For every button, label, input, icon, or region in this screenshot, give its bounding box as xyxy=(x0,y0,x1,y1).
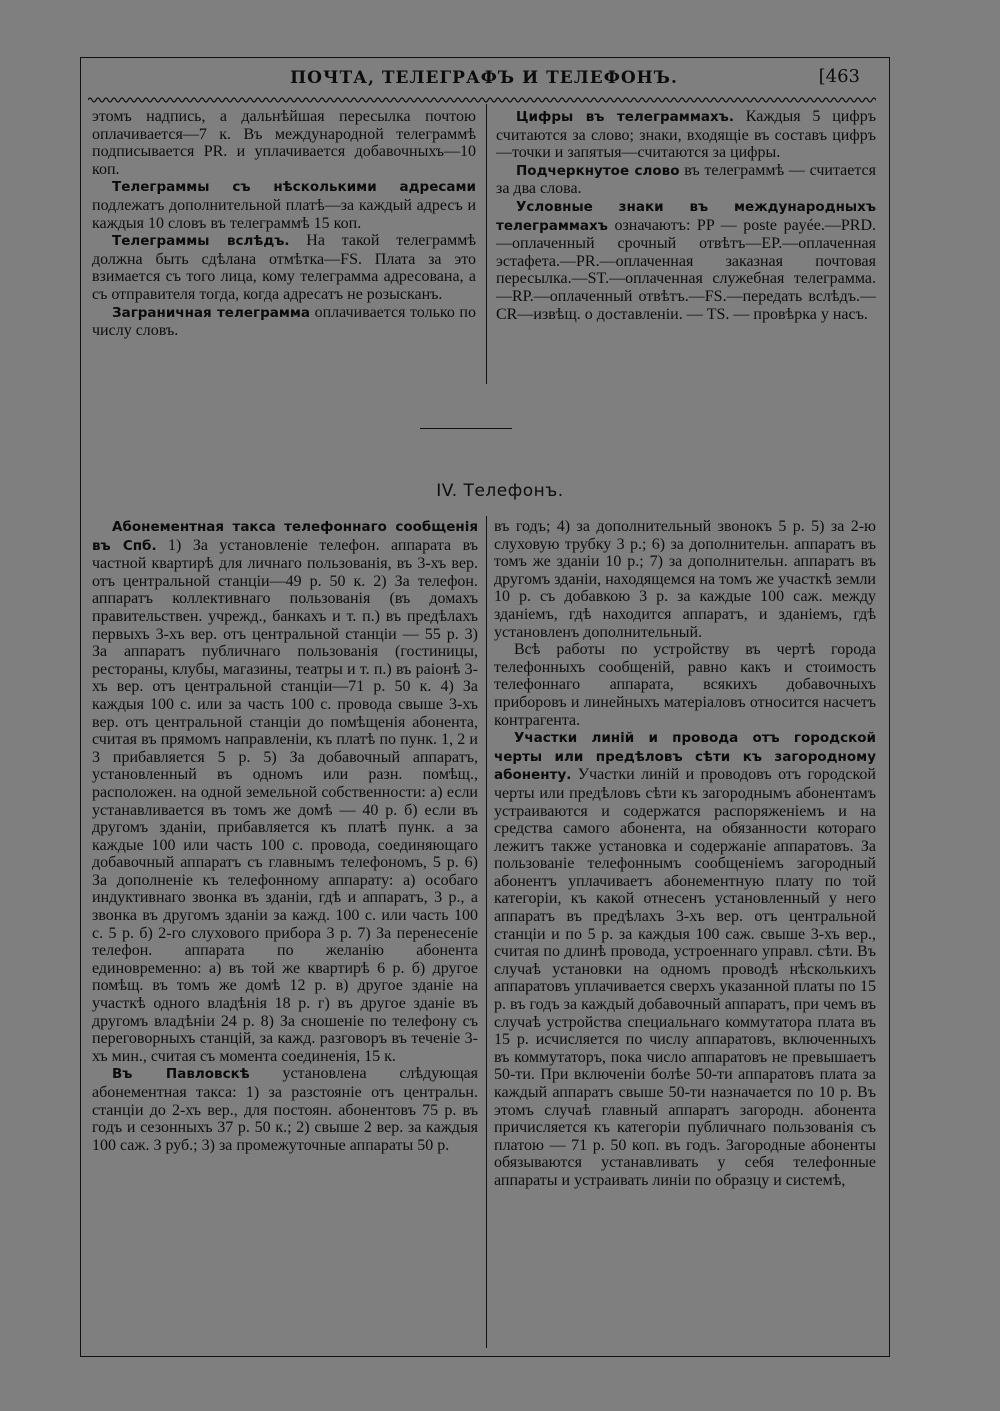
section-title: IV. Телефонъ. xyxy=(436,481,564,501)
paragraph xyxy=(494,518,876,641)
paragraph-text: установлена слѣдующая абонементная такса: 1) за разстояніе отъ центральн. станціи до 2-хъ вер., для постоян. абонентовъ 75 р. въ годъ и сезонныхъ 37 р. 50 к.; 2) свыше 2 вер. за каждыя 100 саж. 3 руб.; 3) за промежуточные аппараты 50 р. xyxy=(92,1065,479,1154)
wavy-rule xyxy=(88,96,876,104)
paragraph-text: въ телеграммѣ — считается за два слова. xyxy=(496,161,877,198)
paragraph xyxy=(92,518,478,1065)
paragraph-heading: Участки линій и провода отъ городской черты или предѣловъ сѣти къ загородному абоненту. xyxy=(494,730,876,784)
paragraph xyxy=(496,198,876,323)
paragraph-text: оплачивается только по числу словъ. xyxy=(92,303,476,340)
page-number: [463 xyxy=(818,66,860,87)
paragraph xyxy=(92,304,476,340)
paragraph xyxy=(92,108,476,178)
paragraph xyxy=(92,232,476,303)
paragraph-text: подлежатъ дополнительной платѣ—за каждый адресъ и каждыя 10 словъ въ телеграммѣ 15 коп. xyxy=(92,196,476,232)
bottom-left-column xyxy=(92,518,478,1154)
paragraph xyxy=(494,729,876,1189)
paragraph xyxy=(496,108,876,162)
paragraph-text: означаютъ: PP — poste payée.—PRD.—оплаченный срочный отвѣтъ—EP.—оплаченная эстафета.—PR.—оплаченная заказная почтовая пересылка.—ST.—оплаченная служебная телеграмма.—RP.—оплаченный отвѣтъ.—FS.—передать вслѣдъ.—CR—извѣщ. о доставленіи. — TS. — провѣрка у насъ. xyxy=(496,216,876,323)
bottom-right-column xyxy=(494,518,876,1190)
paragraph-text: На такой телеграммѣ должна быть сдѣлана отмѣтка—FS. Плата за это взимается съ того лица, кому телеграмма адресована, а съ отправителя тогда, когда адресатъ не розысканъ. xyxy=(92,232,477,303)
paragraph-text: 1) За установленіе телефон. аппарата въ частной квартирѣ для личнаго пользованія, въ 3-хъ вер. отъ центральной станціи—49 р. 50 к. 2) За телефон. аппаратъ коллективнаго пользованія (въ домахъ правительствен. учрежд., банкахъ и т. п.) въ предѣлахъ первыхъ 3-хъ вер. отъ центральной станціи — 55 р. 3) За аппаратъ публичнаго пользованія (гостиницы, рестораны, клубы, магазины, театры и т. п.) въ раіонѣ 3-хъ вер. отъ центральной станціи—71 р. 50 к. 4) За каждыя 100 с. или за часть 100 с. провода свыше 3-хъ вер. отъ центральной станціи до помѣщенія абонента, считая въ прямомъ направленіи, къ платѣ по пунк. 1, 2 и 3 прибавляется 5 р. 5) За добавочный аппаратъ, установленный въ одномъ или разн. помѣщ., расположен. на одной земельной собственности: а) если устанавливается въ томъ же домѣ — 40 р. б) если въ другомъ зданіи, прибавляется къ платѣ пунк. а за каждые 100 или часть 100 с. провода, соединяющаго добавочный аппаратъ съ главнымъ телефономъ, 5 р. 6) За дополненіе къ телефонному аппарату: а) особаго индуктивнаго звонка въ зданіи, гдѣ и аппаратъ, 3 р., а звонка въ другомъ зданіи за кажд. 100 с. или часть 100 с. 5 р. б) 2-го слухового прибора 3 р. 7) За перенесеніе телефон. аппарата по желанію абонента единовременно: а) въ той же квартирѣ 6 р. б) другое помѣщ. въ томъ же домѣ 12 р. в) другое зданіе на участкѣ одного владѣнія 18 р. г) въ другое зданіе въ другомъ владѣніи 24 р. 8) За сношеніе по телефону съ переговорныхъ станцій, за кажд. разговоръ въ теченіе 3-хъ мин., считая съ момента соединенія, 15 к. xyxy=(92,536,479,1065)
column-divider-bottom xyxy=(486,516,487,1348)
paragraph-text: Всѣ работы по устройству въ чертѣ города телефонныхъ сообщеній, равно какъ и стоимость телефоннаго аппарата, всякихъ добавочныхъ приборовъ и линейныхъ матеріаловъ относится насчетъ контрагента. xyxy=(494,641,876,729)
column-divider xyxy=(486,104,487,384)
top-left-column xyxy=(92,108,476,340)
section-rule xyxy=(420,428,512,429)
paragraph-heading: Цифры въ телеграммахъ. xyxy=(516,109,734,125)
paragraph-heading: Телеграммы съ нѣсколькими адресами xyxy=(112,179,476,196)
paragraph-text: Каждыя 5 цифръ считаются за слово; знаки, входящіе въ составъ цифръ—точки и запятыя—считаются за цифры. xyxy=(496,108,876,162)
paragraph-heading: Въ Павловскѣ xyxy=(112,1066,250,1083)
paragraph-text: въ годъ; 4) за дополнительный звонокъ 5 р. 5) за 2-ю слуховую трубку 3 р.; 6) за дополнительн. аппаратъ въ томъ же зданіи 10 р.; 7) за дополнительн. аппаратъ въ другомъ зданіи, находящемся на томъ же участкѣ земли 10 р. съ добавкою 3 р. за каждые 100 саж. между зданіемъ, гдѣ находится аппаратъ, и зданіемъ, гдѣ установленъ дополнительный. xyxy=(494,518,876,641)
top-right-column xyxy=(496,108,876,323)
paragraph-heading: Абонементная такса телефоннаго сообщенія въ Спб. xyxy=(92,519,478,554)
paragraph xyxy=(92,1065,478,1154)
paragraph-heading: Телеграммы вслѣдъ. xyxy=(112,233,290,250)
running-title: ПОЧТА, ТЕЛЕГРАФЪ И ТЕЛЕФОНЪ. xyxy=(290,68,678,88)
paragraph xyxy=(496,162,876,198)
paragraph-text: этомъ надпись, а дальнѣйшая пересылка почтою оплачивается—7 к. Въ международной телеграммѣ подписывается PR. и уплачивается добавочныхъ—10 коп. xyxy=(92,108,476,178)
paragraph-heading: Подчеркнутое слово xyxy=(516,162,680,179)
paragraph xyxy=(494,641,876,729)
paragraph-text: Участки линій и проводовъ отъ городской черты или предѣловъ сѣти къ загороднымъ абонентамъ устраиваются и содержатся распоряженіемъ и на средства самого абонента, на обязанности котораго лежитъ также установка и содержаніе аппаратовъ. За пользованіе телефоннымъ сообщеніемъ загородный абонентъ уплачиваетъ абонементную плату по той категоріи, къ какой отнесенъ установленный у него аппаратъ въ предѣлахъ 3-хъ вер. отъ центральной станціи и по 5 р. за каждыя 100 саж. свыше 3-хъ вер., считая по длинѣ провода, устроеннаго управл. сѣти. Въ случаѣ установки на одномъ проводѣ нѣсколькихъ аппаратовъ уплачивается сверхъ указанной платы по 15 р. въ годъ за каждый добавочный аппаратъ, при чемъ въ случаѣ устройства специальнаго коммутатора плата въ 15 р. исчисляется по числу аппаратовъ, включенныхъ въ коммутаторъ, пока число аппаратовъ не превышаетъ 50-ти. При включеніи болѣе 50-ти аппаратовъ плата за каждый аппаратъ свыше 50-ти назначается по 10 р. Въ этомъ случаѣ главный аппаратъ загородн. абонента причисляется къ категоріи публичнаго пользованія съ платою — 71 р. 50 коп. въ годъ. Загородные абоненты обязываются устанавливать у себя телефонные аппараты и устраивать линіи по образцу и системѣ, xyxy=(494,766,876,1189)
page-header xyxy=(80,62,888,96)
paragraph xyxy=(92,178,476,232)
paragraph-heading: Условные знаки въ международныхъ телеграммахъ xyxy=(496,198,876,234)
paragraph-heading: Заграничная телеграмма xyxy=(112,304,311,321)
